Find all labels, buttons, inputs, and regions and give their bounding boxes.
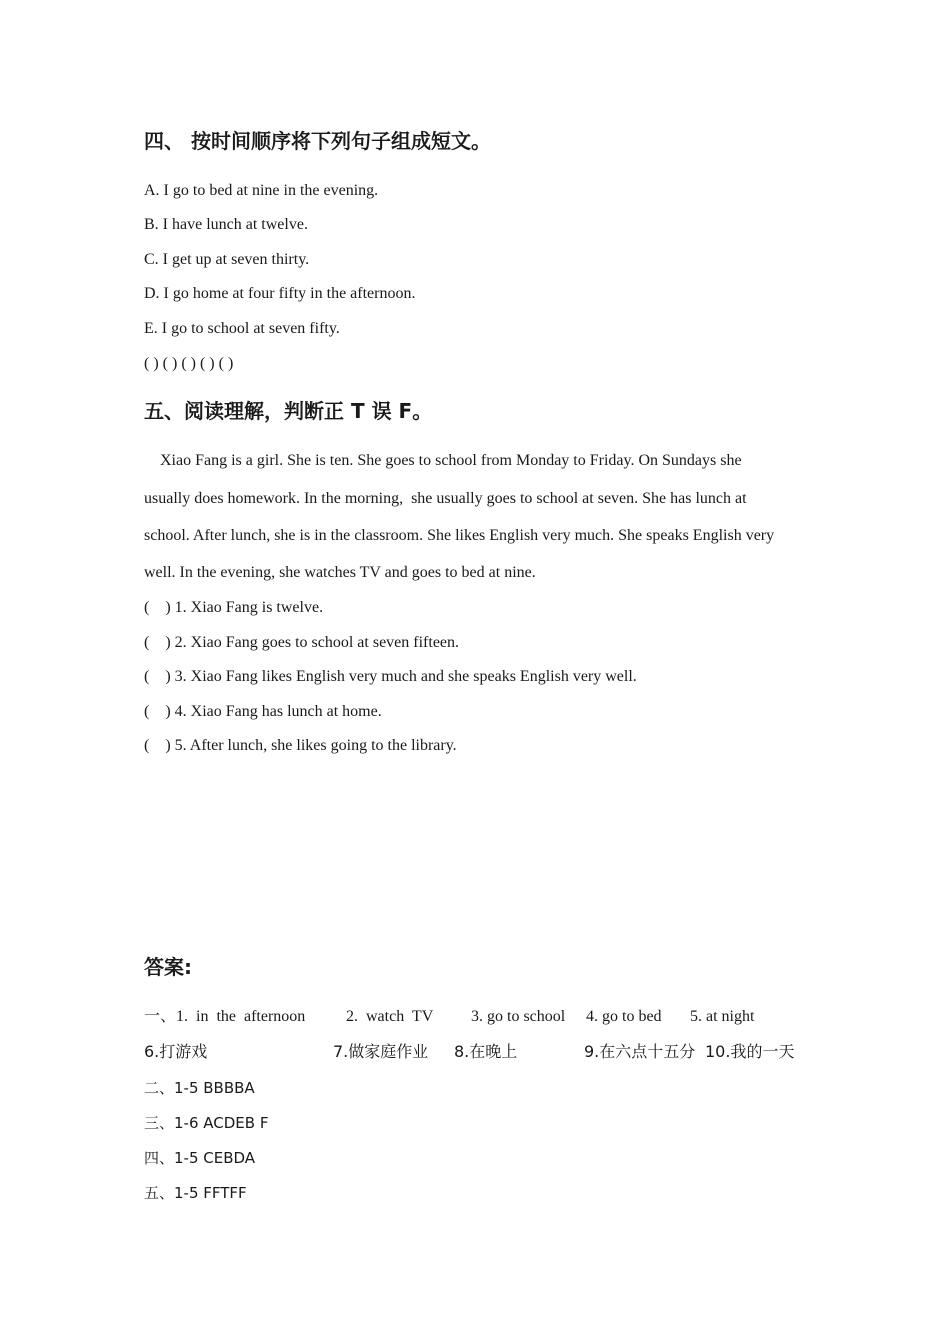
sentence-e: E. I go to school at seven fifty. xyxy=(144,320,340,337)
sentence-c: C. I get up at seven thirty. xyxy=(144,251,310,268)
question-1: ( ) 1. Xiao Fang is twelve. xyxy=(144,599,324,616)
order-answer-blanks: ( ) ( ) ( ) ( ) ( ) xyxy=(144,355,234,372)
passage-line-1: Xiao Fang is a girl. She is ten. She goes to school from Monday to Friday. On Sundays she xyxy=(144,452,742,469)
answer-line-4: 四、1-5 CEBDA xyxy=(144,1149,256,1167)
answers-title: 答案: xyxy=(144,955,192,979)
question-3: ( ) 3. Xiao Fang likes English very much and she speaks English very well. xyxy=(144,668,637,685)
question-5: ( ) 5. After lunch, she likes going to the library. xyxy=(144,737,457,754)
answer-line-2: 二、1-5 BBBBA xyxy=(144,1079,255,1097)
answer-1-3: 3. go to school xyxy=(471,1008,566,1025)
question-2: ( ) 2. Xiao Fang goes to school at seven fifteen. xyxy=(144,634,460,651)
passage-line-4: well. In the evening, she watches TV and goes to bed at nine. xyxy=(144,564,536,581)
question-4: ( ) 4. Xiao Fang has lunch at home. xyxy=(144,703,382,720)
passage-line-2: usually does homework. In the morning, she usually goes to school at seven. She has lunch at xyxy=(144,490,747,507)
sentence-a: A. I go to bed at nine in the evening. xyxy=(144,182,379,199)
answer-2-4: 9.在六点十五分 xyxy=(584,1042,696,1061)
answer-line-3: 三、1-6 ACDEB F xyxy=(144,1114,269,1132)
answer-1-2: 2. watch TV xyxy=(346,1008,434,1025)
section-5-title: 五、阅读理解，判断正 T 误 F。 xyxy=(144,399,433,423)
answer-1-5: 5. at night xyxy=(690,1008,755,1025)
answer-2-3: 8.在晚上 xyxy=(454,1042,518,1061)
answer-1-4: 4. go to bed xyxy=(586,1008,662,1025)
passage-line-3: school. After lunch, she is in the classroom. She likes English very much. She speaks English very xyxy=(144,527,775,544)
answer-2-2: 7.做家庭作业 xyxy=(333,1042,429,1061)
answer-line-5: 五、1-5 FFTFF xyxy=(144,1184,247,1202)
answer-2-1: 6.打游戏 xyxy=(144,1042,208,1061)
sentence-d: D. I go home at four fifty in the afternoon. xyxy=(144,285,416,302)
answer-1-1: 一、1. in the afternoon xyxy=(144,1008,306,1025)
section-4-title: 四、 按时间顺序将下列句子组成短文。 xyxy=(144,129,491,153)
sentence-b: B. I have lunch at twelve. xyxy=(144,216,308,233)
answer-2-5: 10.我的一天 xyxy=(705,1042,795,1061)
